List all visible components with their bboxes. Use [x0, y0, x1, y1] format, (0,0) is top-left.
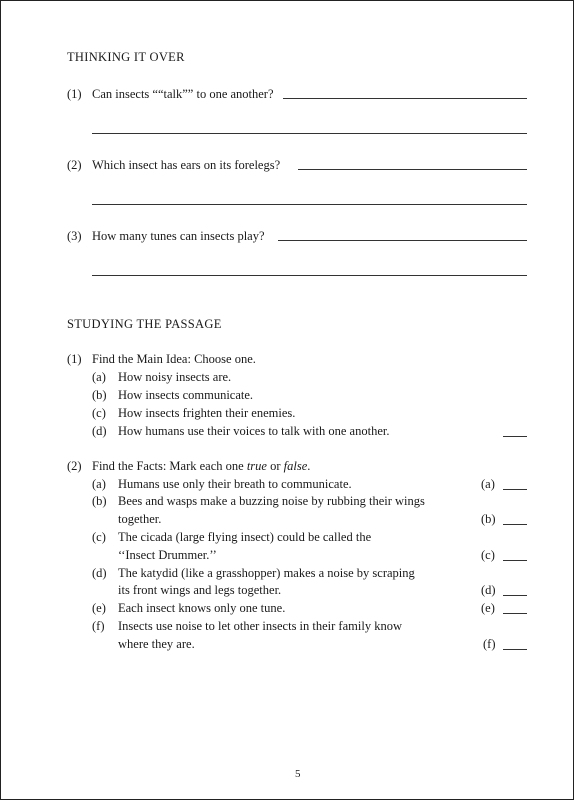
page-number: 5 — [295, 768, 301, 780]
fact-text: Insects use noise to let other insects in their family know — [118, 619, 402, 633]
answer-line-3b[interactable] — [92, 275, 527, 276]
section-heading-thinking: THINKING IT OVER — [67, 50, 185, 64]
fact-text-cont: its front wings and legs together. — [118, 583, 282, 597]
question-text-3: How many tunes can insects play? — [92, 229, 265, 243]
fact-text: The cicada (large flying insect) could be called the — [118, 530, 372, 544]
facts-prompt: Find the Facts: Mark each one true or false. — [92, 459, 311, 473]
fact-answer-blank[interactable] — [503, 649, 527, 650]
fact-text: Humans use only their breath to communicate. — [118, 477, 352, 491]
fact-label: (e) — [92, 601, 106, 615]
fact-answer-label: (c) — [481, 548, 495, 562]
main-idea-option-text: How insects communicate. — [118, 388, 254, 402]
question-number-3: (3) — [67, 229, 82, 243]
main-idea-option-label: (b) — [92, 388, 107, 402]
main-idea-number: (1) — [67, 352, 82, 366]
answer-line-2b[interactable] — [92, 204, 527, 205]
fact-label: (a) — [92, 477, 106, 491]
main-idea-answer-blank[interactable] — [503, 436, 527, 437]
answer-line-1a[interactable] — [283, 98, 527, 99]
fact-answer-label: (a) — [481, 477, 495, 491]
fact-text-cont: where they are. — [118, 637, 195, 651]
main-idea-prompt: Find the Main Idea: Choose one. — [92, 352, 256, 366]
fact-text-cont: ‘‘Insect Drummer.’’ — [118, 548, 217, 562]
section-heading-studying: STUDYING THE PASSAGE — [67, 317, 222, 331]
main-idea-option-text: How humans use their voices to talk with one another. — [118, 424, 390, 438]
fact-text: The katydid (like a grasshopper) makes a noise by scraping — [118, 566, 415, 580]
fact-label: (c) — [92, 530, 106, 544]
fact-answer-label: (b) — [481, 512, 496, 526]
main-idea-option-label: (c) — [92, 406, 106, 420]
fact-answer-blank[interactable] — [503, 613, 527, 614]
fact-text: Each insect knows only one tune. — [118, 601, 286, 615]
main-idea-option-text: How insects frighten their enemies. — [118, 406, 296, 420]
fact-answer-blank[interactable] — [503, 595, 527, 596]
fact-answer-blank[interactable] — [503, 560, 527, 561]
question-text-2: Which insect has ears on its forelegs? — [92, 158, 281, 172]
main-idea-option-label: (a) — [92, 370, 106, 384]
fact-text: Bees and wasps make a buzzing noise by rubbing their wings — [118, 494, 425, 508]
main-idea-option-label: (d) — [92, 424, 107, 438]
question-number-2: (2) — [67, 158, 82, 172]
fact-answer-label: (d) — [481, 583, 496, 597]
fact-label: (d) — [92, 566, 107, 580]
question-text-1: Can insects ““talk”” to one another? — [92, 87, 274, 101]
question-number-1: (1) — [67, 87, 82, 101]
fact-text-cont: together. — [118, 512, 162, 526]
fact-label: (b) — [92, 494, 107, 508]
fact-answer-label: (e) — [481, 601, 495, 615]
fact-label: (f) — [92, 619, 105, 633]
answer-line-3a[interactable] — [278, 240, 527, 241]
fact-answer-blank[interactable] — [503, 524, 527, 525]
answer-line-2a[interactable] — [298, 169, 527, 170]
main-idea-option-text: How noisy insects are. — [118, 370, 232, 384]
fact-answer-label: (f) — [483, 637, 496, 651]
facts-number: (2) — [67, 459, 82, 473]
answer-line-1b[interactable] — [92, 133, 527, 134]
fact-answer-blank[interactable] — [503, 489, 527, 490]
